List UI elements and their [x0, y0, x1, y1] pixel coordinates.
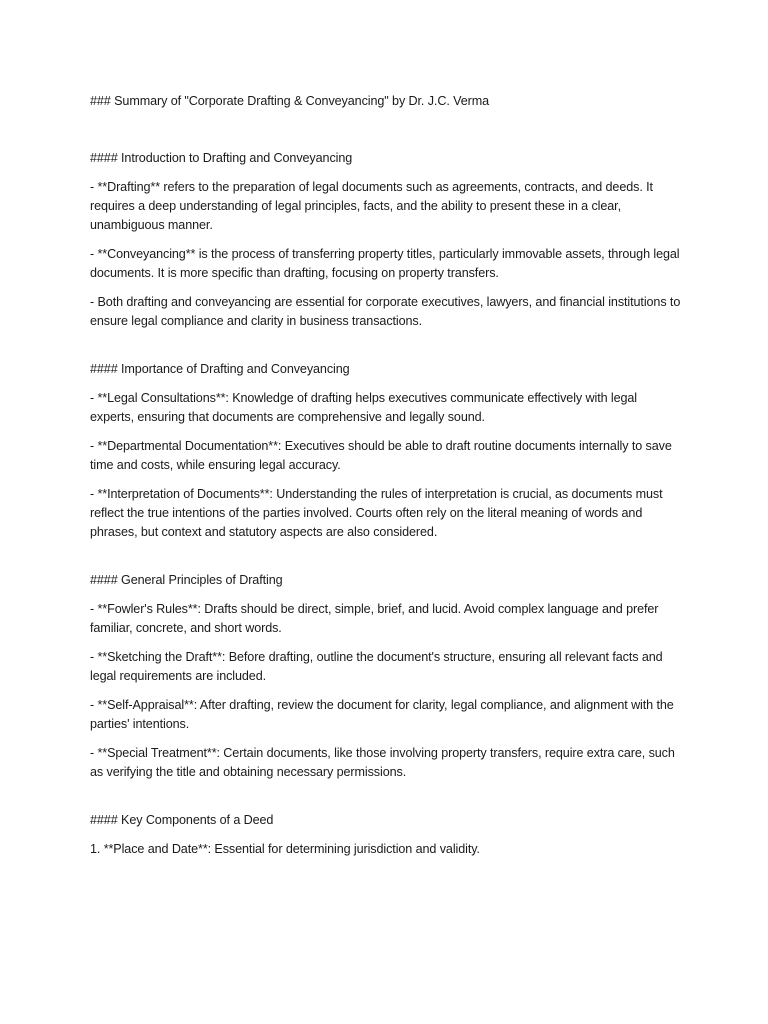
- paragraph: - **Legal Consultations**: Knowledge of drafting helps executives communicate effectively with legal experts, ensuring that documents are comprehensive and legally sound.: [90, 391, 638, 424]
- section-heading: #### Key Components of a Deed: [90, 813, 274, 827]
- paragraph: - **Conveyancing** is the process of transferring property titles, particularly immovable assets, through legal documents. It is more specific than drafting, focusing on property transfers.: [90, 247, 680, 280]
- paragraph: - **Interpretation of Documents**: Understanding the rules of interpretation is crucial, as documents must reflect the true intentions of the parties involved. Courts often rely on the literal meaning of words and phrases, but context and statutory aspects are also considered.: [90, 487, 663, 539]
- paragraph: - **Self-Appraisal**: After drafting, review the document for clarity, legal compliance, and alignment with the parties' intentions.: [90, 698, 674, 731]
- section-introduction: [90, 149, 682, 331]
- paragraph: - **Fowler's Rules**: Drafts should be direct, simple, brief, and lucid. Avoid complex language and prefer familiar, concrete, and short words.: [90, 602, 659, 635]
- document-title: ### Summary of "Corporate Drafting & Conveyancing" by Dr. J.C. Verma: [90, 94, 490, 108]
- paragraph: - **Sketching the Draft**: Before drafting, outline the document's structure, ensuring all relevant facts and legal requirements are included.: [90, 650, 663, 683]
- section-heading: #### General Principles of Drafting: [90, 573, 283, 587]
- paragraph: - **Departmental Documentation**: Executives should be able to draft routine documents internally to save time and costs, while ensuring legal accuracy.: [90, 439, 672, 472]
- paragraph: - Both drafting and conveyancing are essential for corporate executives, lawyers, and financial institutions to ensure legal compliance and clarity in business transactions.: [90, 295, 681, 328]
- section-importance: [90, 360, 682, 542]
- section-heading: #### Introduction to Drafting and Conveyancing: [90, 151, 353, 165]
- document-body: [90, 92, 682, 859]
- list-item: 1. **Place and Date**: Essential for determining jurisdiction and validity.: [90, 842, 480, 856]
- paragraph: - **Special Treatment**: Certain documents, like those involving property transfers, require extra care, such as verifying the title and obtaining necessary permissions.: [90, 746, 675, 779]
- paragraph: - **Drafting** refers to the preparation of legal documents such as agreements, contracts, and deeds. It requires a deep understanding of legal principles, facts, and the ability to present these in a clear, unambiguous manner.: [90, 180, 653, 232]
- section-key-components: [90, 811, 682, 859]
- section-general-principles: [90, 571, 682, 782]
- section-heading: #### Importance of Drafting and Conveyancing: [90, 362, 350, 376]
